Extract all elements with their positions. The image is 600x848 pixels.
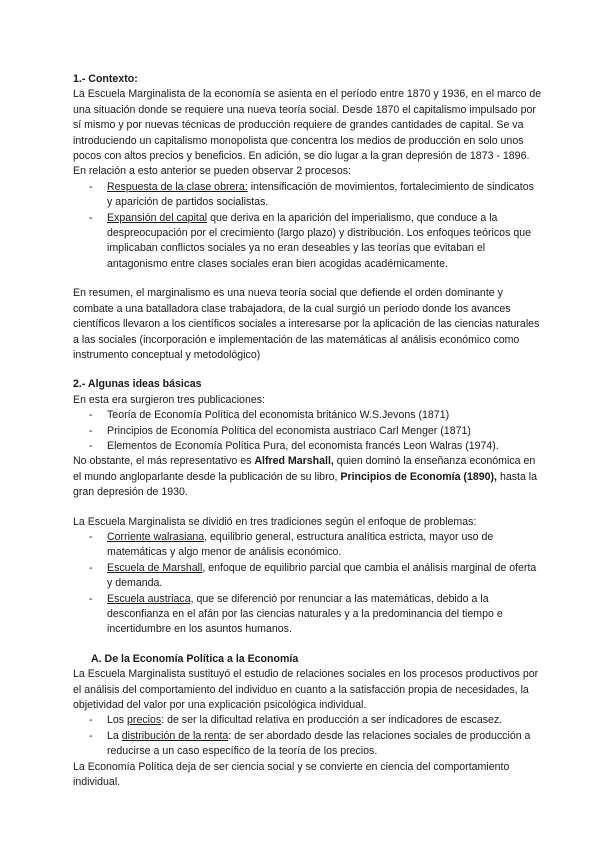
note-text: quien dominó la enseñanza económica en el mundo angloparlante desde la publicación de su libro, [73,455,536,483]
section-2-heading: 2.- Algunas ideas básicas [73,378,202,391]
list-item-text: que deriva en la aparición del imperialismo, que conduce a la despreocupación por el crecimiento (largo plazo) y distribución. Los enfoques teóricos que implicaban conflictos sociales ya no eran deseables y las teorías que evitaban el antagonismo entre clases sociales eran bien acogidas académicamente. [107,211,531,270]
list-item-term: Respuesta de la clase obrera: [107,180,248,193]
list-item-term: Corriente walrasiana [107,530,205,543]
list-item-text: , que se diferenció por renunciar a las matemáticas, debido a la desconfianza en el afán por las ciencias naturales y a la predominancia del tiempo e incertidumbre en los asuntos humanos. [107,592,503,636]
section-2-intro: En esta era surgieron tres publicaciones: [73,393,265,406]
traditions-list [73,530,542,638]
subsection-a-heading: A. De la Economía Política a la Economía [91,652,299,665]
book-title: Principios de Economía (1890), [340,470,497,483]
list-item: - Elementos de Economía Política Pura, del economista francés Leon Walras (1974). [89,439,542,454]
list-item-term: Escuela de Marshall [107,561,203,574]
list-item-term: Escuela austriaca [107,592,191,605]
list-item [89,180,542,211]
list-item-pre: Los [107,714,128,727]
section-1-intro: La Escuela Marginalista de la economía se asienta en el período entre 1870 y 1936, en el marco de una situación donde se requiere una nueva teoría social. Desde 1870 el capitalismo impulsado por sí mismo y por nuevas técnicas de producción requiere de grandes cantidades de capital. Se va introduciendo un capitalismo monopolista que concentra los medios de producción en solo unos pocos con altos precios y beneficios. En adición, se dio lugar a la gran depresión de 1873 - 1896. En relación a esto anterior se pueden observar 2 procesos: [73,88,542,178]
list-item-term: Expansión del capital [107,211,208,224]
list-item-pre: La [107,729,122,742]
traditions-intro: La Escuela Marginalista se dividió en tres tradiciones según el enfoque de problemas: [73,515,477,528]
list-item [89,713,542,728]
list-item-text: , equilibrio general, estructura analítica estricta, mayor uso de matemáticas y algo menor de análisis económico. [107,530,494,559]
list-item-text: intensificación de movimientos, fortalecimiento de sindicatos y aparición de partidos socialistas. [107,180,534,209]
section-1-heading: 1.- Contexto: [73,73,138,85]
list-item: - Teoría de Economía Política del economista británico W.S.Jevons (1871) [89,408,542,423]
list-item [89,211,542,273]
list-item [89,729,542,760]
list-item [89,561,542,592]
list-item: - Principios de Economía Política del economista austriaco Carl Menger (1871) [89,424,542,439]
list-item-text: : de ser la dificultad relativa en producción a ser indicadores de escasez. [161,714,503,727]
marshall-name: Alfred Marshall, [254,455,334,468]
list-item-term: precios [127,714,162,727]
list-item [89,530,542,561]
publications-list [73,408,542,454]
processes-list [73,180,542,272]
list-item-text: , enfoque de equilibrio parcial que cambia el análisis marginal de oferta y demanda. [107,561,537,590]
subsection-a-conclusion: La Economía Política deja de ser ciencia social y se convierte en ciencia del comportamiento individual. [73,760,510,789]
list-item-text: : de ser abordado desde las relaciones sociales de producción a reducirse a un caso específico de la teoría de los precios. [107,729,531,758]
marshall-note [73,454,542,500]
note-text: hasta la gran depresión de 1930. [73,470,538,499]
note-text: No obstante, el más representativo es [73,455,255,468]
section-1-summary: En resumen, el marginalismo es una nueva teoría social que defiende el orden dominante y combate a una batalladora clase trabajadora, de la cual surgió un período donde los avances científicos llevaron a los científicos sociales a interesarse por la aplicación de las ciencias naturales a las sociales (incorporación e implementación de las matemáticas al análisis económico como instrumento conceptual y metodológico) [73,287,540,361]
subsection-a-list [73,713,542,759]
subsection-a-intro: La Escuela Marginalista sustituyó el estudio de relaciones sociales en los procesos productivos por el análisis del comportamiento del individuo en cuanto a la satisfacción propia de necesidades, la objetividad del valor por una explicación psicológica individual. [73,668,539,712]
list-item [89,592,542,638]
list-item-term: distribución de la renta [121,729,229,742]
